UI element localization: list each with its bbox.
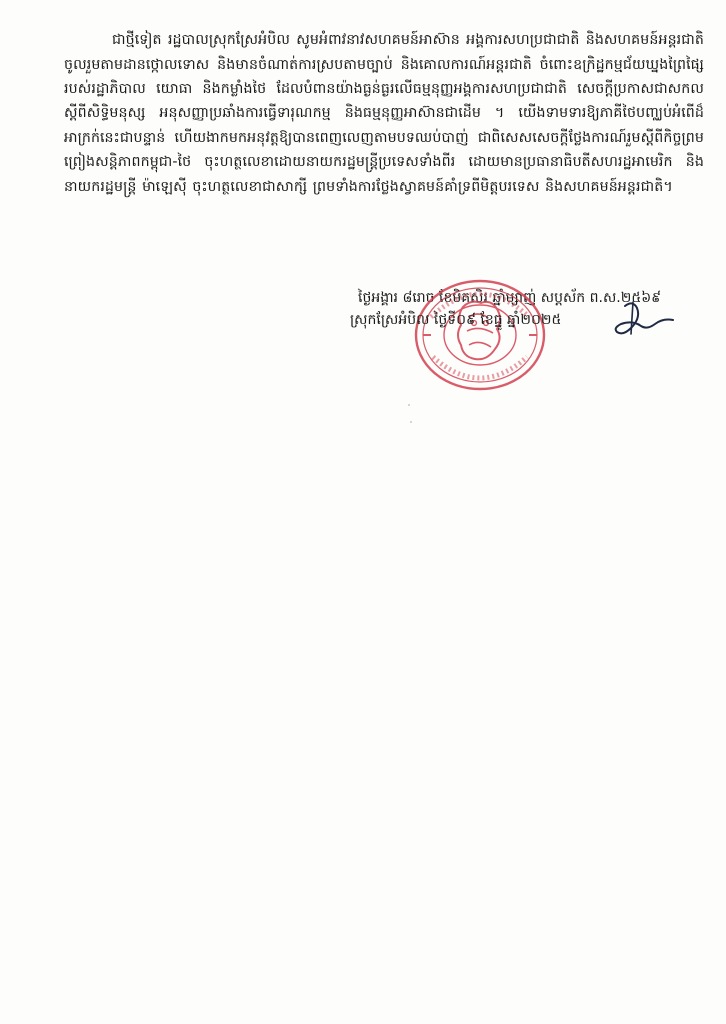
handwritten-signature-icon xyxy=(611,298,675,340)
letter-body-paragraph: ជាថ្មីទៀត រដ្ឋបាលស្រុកស្រែអំបិល សូមអំពាវនាវសហគមន៍អាស៊ាន អង្គការសហប្រជាជាតិ និងសហគមន៍អន្តរជាតិ ចូលរួមតាមដានថ្កោលទោស និងមានចំណាត់ការស្របតាមច្បាប់ និងគោលការណ៍អន្តរជាតិ ចំពោះឧក្រិដ្ឋកម្មជ័យឃ្នងព្រៃផ្សៃរបស់រដ្ឋាភិបាល យោធា និងកម្លាំងថៃ ដែលបំពានយ៉ាងធ្ងន់ធ្ងរលើធម្មនុញ្ញអង្គការសហប្រជាជាតិ សេចក្តីប្រកាសជាសកលស្តីពីសិទ្ធិមនុស្ស អនុសញ្ញាប្រឆាំងការធ្វើទារុណកម្ម និងធម្មនុញ្ញអាស៊ានជាដើម ។ យើងទាមទារឱ្យភាគីថៃបញ្ឈប់អំពើដ៏អាក្រក់នេះជាបន្ទាន់ ហើយងាកមកអនុវត្តឱ្យបានពេញលេញតាមបទឈប់បាញ់ ជាពិសេសសេចក្តីថ្លែងការណ៍រួមស្តីពីកិច្ចព្រមព្រៀងសន្តិភាពកម្ពុជា-ថៃ ចុះហត្ថលេខាដោយនាយករដ្ឋមន្ត្រីប្រទេសទាំងពីរ ដោយមានប្រធានាធិបតីសហរដ្ឋអាមេរិក និងនាយករដ្ឋមន្ត្រី ម៉ាឡេស៊ី ចុះហត្ថលេខាជាសាក្សី ព្រមទាំងការថ្លែងស្វាគមន៍គាំទ្រពីមិត្តបរទេស និងសហគមន៍អន្តរជាតិ។ xyxy=(64,32,704,195)
scan-speck xyxy=(408,404,410,406)
place-and-date-line: ស្រុកស្រែអំបិល ថ្ងៃទី០៩ ខែធ្នូ ឆ្នាំ២០២៥ xyxy=(350,312,562,328)
official-seal-icon xyxy=(411,277,549,393)
lunar-date-line: ថ្ងៃអង្គារ ៨រោច ខែមិគសិរ ឆ្នាំម្សាញ់ សប្តស័ក ព.ស.២៥៦៩ xyxy=(358,290,662,306)
scan-speck xyxy=(410,421,412,423)
